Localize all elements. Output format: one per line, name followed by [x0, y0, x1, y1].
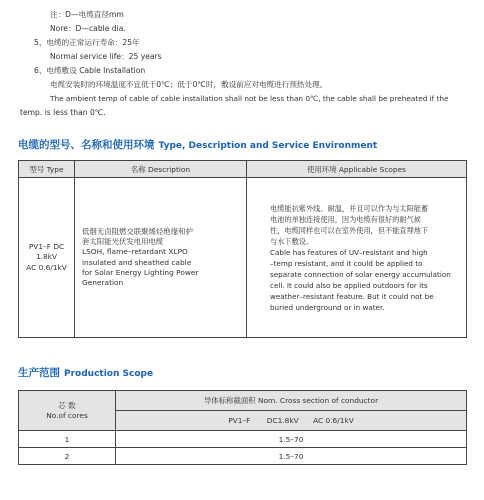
section1-title-cn: 电缆的型号、名称和使用环境: [18, 139, 155, 151]
cores-cell: 2: [19, 448, 116, 465]
sub-type: PV1–F: [228, 416, 251, 425]
table-row: [19, 431, 467, 448]
description-cell: [75, 178, 247, 338]
scope-line-3: 性，电缆同样也可以在室外使用，但不能直埋地下: [270, 225, 429, 235]
desc-line-2: 套太阳能光伏发电用电缆: [82, 237, 164, 247]
cores-cell: 1: [19, 431, 116, 448]
section1-title: [18, 137, 377, 152]
item6-detail-cn: 电缆安装时的环境温度不宜低于0℃；低于0℃时，敷设前应对电缆进行预热处理。: [50, 80, 328, 89]
desc-line-4: insulated and sheathed cable: [82, 257, 192, 267]
type-cell: [19, 178, 75, 338]
type-table: [18, 160, 467, 338]
scope-line-9: weather–resistant feature. But it could not be: [270, 291, 434, 301]
header-type: 型号 Type: [19, 161, 75, 178]
scope-line-7: separate connection of solar energy accumulation: [270, 269, 451, 279]
type-line-2: AC 0.6/1kV: [26, 262, 67, 272]
type-line-1: PV1–F DC 1.8kV: [28, 242, 65, 262]
item5-en: Normal service life：25 years: [50, 52, 162, 61]
note-en: Nore：D—cable dia.: [50, 24, 126, 33]
header-cores-en: No.of cores: [46, 410, 88, 420]
header-scopes: 使用环境 Applicable Scopes: [247, 161, 467, 178]
table-row: [19, 448, 467, 465]
scope-line-6: –temp resistant, and it could be applied to: [270, 258, 423, 268]
production-table: [18, 390, 467, 465]
desc-line-6: Generation: [82, 277, 124, 287]
desc-line-3: LSOH, flame–retardant XLPO: [82, 247, 188, 257]
scope-line-1: 电缆能抗紫外线、耐温，并且可以作为与太阳能蓄: [270, 203, 429, 213]
type-table-row: [19, 178, 467, 338]
section1-title-en: Type, Description and Service Environment: [158, 141, 378, 151]
scope-line-10: buried underground or in water.: [270, 302, 385, 312]
scope-line-4: 与水下敷设。: [270, 236, 314, 246]
item5-cn: 5、电缆的正常运行寿命：25年: [34, 38, 140, 47]
note-cn: 注：D—电缆直径mm: [50, 10, 124, 19]
range-cell: 1.5–70: [116, 448, 467, 465]
production-header-row: [19, 391, 467, 411]
desc-line-5: for Solar Energy Lighting Power: [82, 267, 199, 277]
scope-line-2: 电池的单独连接使用，因为电缆有很好的耐气候: [270, 214, 421, 224]
item6-detail-en-2: temp. is less than 0℃.: [20, 108, 106, 117]
header-description: 名称 Description: [75, 161, 247, 178]
scope-line-5: Cable has features of UV–resistant and high: [270, 247, 428, 257]
item6-detail-en-1: The ambient temp of cable of cable installation shall not be less than 0℃, the cable shall be preheated if the: [50, 94, 449, 103]
range-cell: 1.5–70: [116, 431, 467, 448]
scope-line-8: cell. It could also be applied outdoors for its: [270, 280, 428, 290]
type-table-header: [19, 161, 467, 178]
sub-ac: AC 0.6/1kV: [313, 416, 354, 425]
header-voltage: [116, 411, 467, 431]
sub-dc: DC1.8kV: [266, 416, 299, 425]
header-cores-cn: 芯 数: [58, 400, 76, 410]
scope-cell: [247, 178, 467, 338]
header-section: 导体标称截面积 Nom. Cross section of conductor: [116, 391, 467, 411]
desc-line-1: 低烟无卤阻燃交联聚烯烃绝缘和护: [82, 226, 193, 236]
section2-title-cn: 生产范围: [18, 367, 60, 379]
section2-title: [18, 365, 153, 380]
header-cores: [19, 391, 116, 431]
section2-title-en: Production Scope: [64, 369, 154, 379]
item6-cn: 6、电缆敷设 Cable Installation: [34, 66, 146, 75]
